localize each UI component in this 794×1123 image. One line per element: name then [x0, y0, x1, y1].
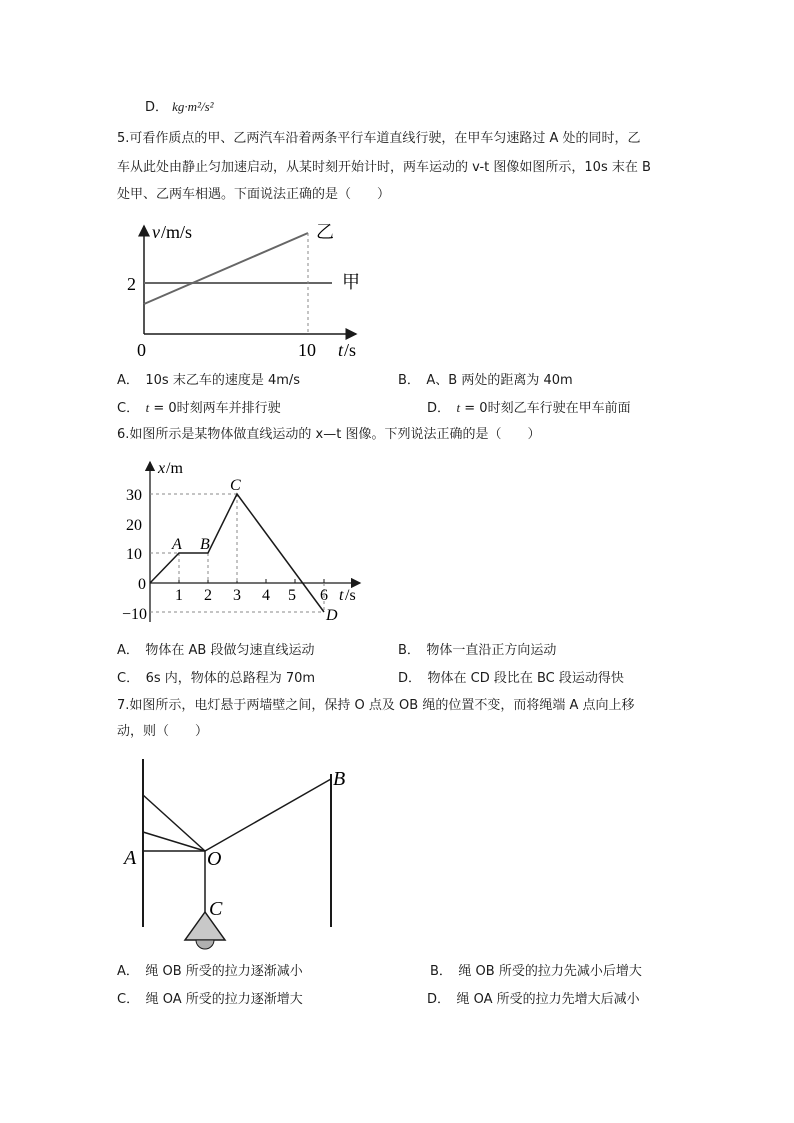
q5-vt-graph — [120, 215, 380, 365]
rope-upper-1 — [143, 795, 205, 851]
xt-y-tick-10: 10 — [126, 546, 142, 563]
label-c: C — [209, 898, 223, 920]
q7-option-a: A． 绳 OB 所受的拉力逐渐减小 — [117, 964, 303, 979]
xt-ylabel-x: x — [158, 460, 166, 477]
label-b: B — [333, 768, 346, 790]
q6-xt-graph — [120, 455, 370, 635]
vt-ylabel-v: v — [152, 222, 160, 242]
vt-xlabel-t: t — [338, 340, 344, 360]
q6-option-a: A． 物体在 AB 段做匀速直线运动 — [117, 643, 315, 658]
q5-option-b: B． A、B 两处的距离为 40m — [398, 373, 573, 388]
vt-tick-2: 2 — [127, 274, 136, 294]
xt-ylabel-unit: /m — [166, 460, 183, 477]
q6-option-d: D． 物体在 CD 段比在 BC 段运动得快 — [398, 671, 624, 686]
q5-option-a: A． 10s 末乙车的速度是 4m/s — [117, 373, 301, 388]
q5-stem-line-2: 车从此处由静止匀加速启动，从某时刻开始计时，两车运动的 v-t 图像如图所示，10s 末在 B — [117, 160, 651, 175]
vt-tick-0: 0 — [137, 340, 146, 360]
xt-point-b: B — [200, 536, 210, 553]
xt-point-c: C — [230, 477, 241, 494]
xt-x-tick-3: 3 — [233, 587, 241, 604]
xt-point-d: D — [326, 607, 338, 624]
label-o: O — [207, 848, 222, 870]
option-letter: D． — [145, 100, 169, 115]
vt-tick-10: 10 — [298, 340, 316, 360]
series-label-yi: 乙 — [316, 222, 334, 242]
option-d-formula: kg·m²/s² — [172, 99, 214, 114]
xt-x-tick-6: 6 — [320, 587, 328, 604]
q5-option-c — [117, 398, 281, 419]
q7-lamp-figure — [118, 752, 358, 952]
series-line-yi — [144, 233, 308, 304]
lamp-bulb — [196, 940, 214, 949]
xt-y-tick-20: 20 — [126, 517, 142, 534]
xt-x-tick-4: 4 — [262, 587, 270, 604]
vt-xlabel-unit: /s — [344, 340, 357, 360]
q6-option-b: B． 物体一直沿正方向运动 — [398, 643, 557, 658]
q7-stem-line-2: 动，则（ ） — [117, 724, 209, 739]
q5-option-d-rest: = 0时刻乙车行驶在甲车前面 — [460, 401, 631, 416]
q5-option-d-prefix: D． — [427, 401, 457, 416]
xt-xlabel-t: t — [339, 587, 344, 604]
q7-option-c: C． 绳 OA 所受的拉力逐渐增大 — [117, 992, 303, 1007]
vt-ylabel-unit: /m/s — [161, 222, 193, 242]
series-label-jia: 甲 — [342, 272, 360, 292]
xt-y-tick-30: 30 — [126, 487, 142, 504]
q5-option-d-var: t — [456, 400, 461, 415]
xt-point-a: A — [172, 536, 182, 553]
q5-stem-line-3: 处甲、乙两车相遇。下面说法正确的是（ ） — [117, 187, 391, 202]
xt-xlabel-unit: /s — [345, 587, 356, 604]
q7-stem-line-1: 7.如图所示，电灯悬于两墙壁之间，保持 O 点及 OB 绳的位置不变，而将绳端 A 点向上移 — [117, 698, 635, 713]
q7-option-d: D． 绳 OA 所受的拉力先增大后减小 — [427, 992, 640, 1007]
q5-stem-line-1: 5.可看作质点的甲、乙两汽车沿着两条平行车道直线行驶，在甲车匀速路过 A 处的同时，乙 — [117, 131, 641, 146]
q5-option-c-prefix: C． — [117, 401, 146, 416]
q5-option-c-rest: = 0时刻两车并排行驶 — [149, 401, 281, 416]
q5-option-c-var: t — [145, 400, 150, 415]
xt-x-tick-5: 5 — [288, 587, 296, 604]
label-a: A — [124, 847, 137, 869]
rope-ob — [205, 779, 331, 851]
xt-x-tick-1: 1 — [175, 587, 183, 604]
q5-option-d — [427, 398, 631, 419]
xt-y-tick-neg10: −10 — [122, 606, 148, 623]
q7-option-b: B． 绳 OB 所受的拉力先减小后增大 — [430, 964, 642, 979]
rope-upper-2 — [143, 832, 205, 851]
xt-x-tick-2: 2 — [204, 587, 212, 604]
xt-y-tick-0: 0 — [138, 576, 146, 593]
q6-stem: 6.如图所示是某物体做直线运动的 x—t 图像。下列说法正确的是（ ） — [117, 427, 541, 442]
prev-question-option-d — [145, 97, 214, 118]
q6-option-c: C． 6s 内，物体的总路程为 70m — [117, 671, 316, 686]
